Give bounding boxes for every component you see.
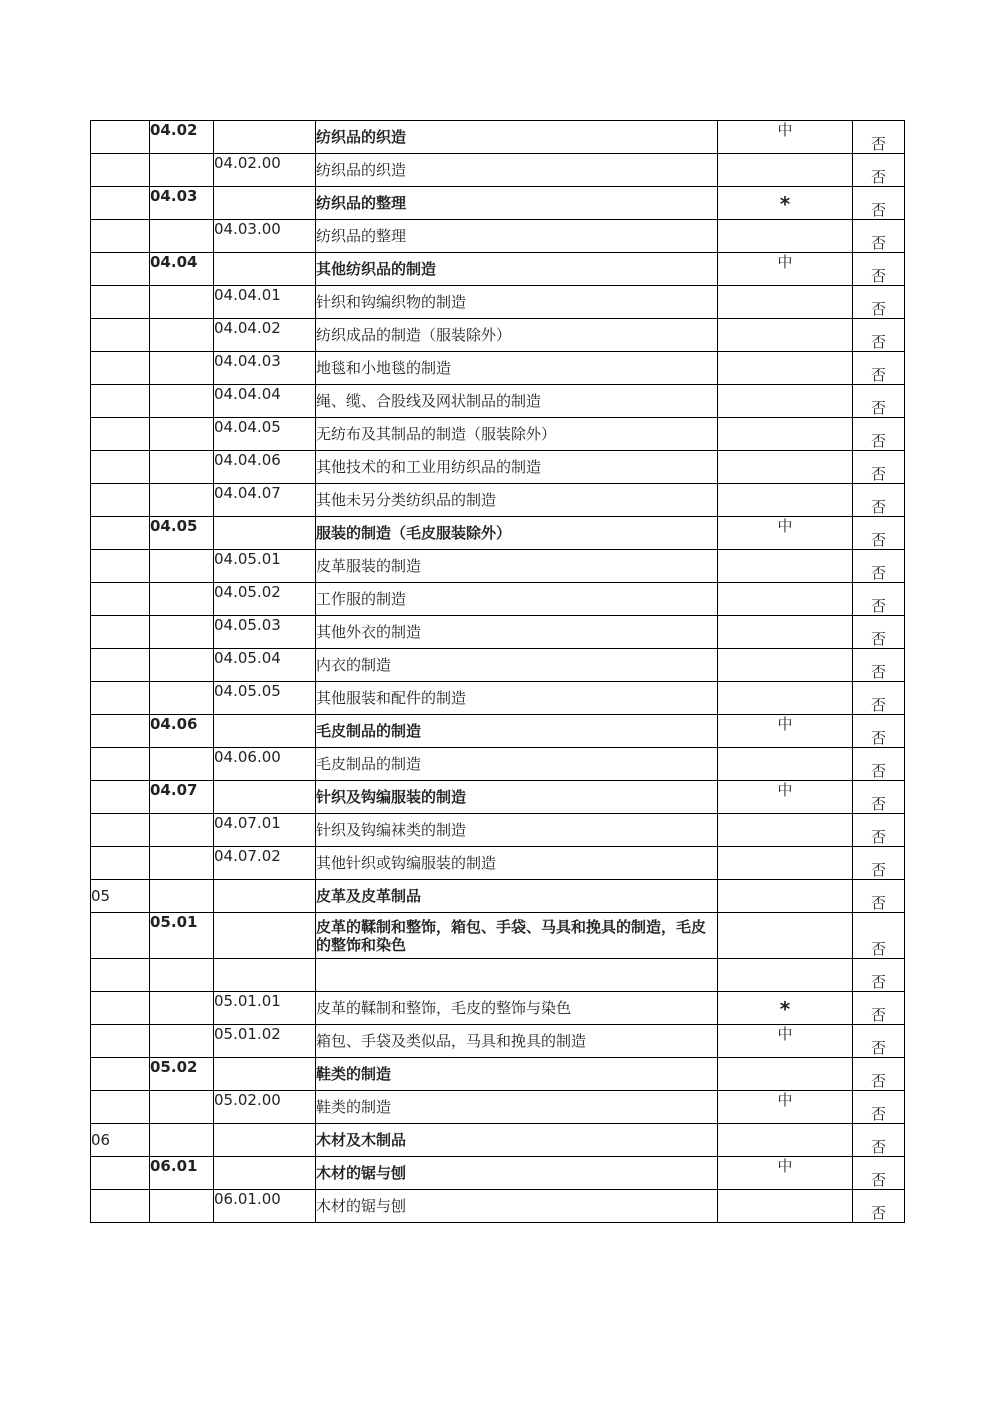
category-name-cell: 其他服装和配件的制造	[316, 682, 718, 715]
category-name-cell: 鞋类的制造	[316, 1091, 718, 1124]
flag-cell: 否	[853, 682, 905, 715]
risk-level-cell	[718, 682, 853, 715]
table-row	[91, 715, 905, 748]
table-row	[91, 1124, 905, 1157]
category-name-cell	[316, 959, 718, 992]
flag-cell: 否	[853, 913, 905, 959]
table-row	[91, 583, 905, 616]
class-code-cell: 05.02.00	[214, 1091, 316, 1124]
division-code-cell	[91, 1190, 150, 1223]
category-name-cell: 针织及钩编袜类的制造	[316, 814, 718, 847]
risk-level-cell	[718, 583, 853, 616]
class-code-cell	[214, 121, 316, 154]
group-code-cell	[150, 1091, 214, 1124]
risk-level-cell	[718, 748, 853, 781]
class-code-cell	[214, 781, 316, 814]
group-code-cell	[150, 649, 214, 682]
division-code-cell	[91, 616, 150, 649]
group-code-cell	[150, 352, 214, 385]
group-code-cell: 04.02	[150, 121, 214, 154]
table-row	[91, 959, 905, 992]
risk-level-cell	[718, 1190, 853, 1223]
group-code-cell	[150, 847, 214, 880]
table-row	[91, 880, 905, 913]
class-code-cell: 04.02.00	[214, 154, 316, 187]
group-code-cell	[150, 550, 214, 583]
risk-level-cell: *	[718, 187, 853, 220]
category-name-cell: 木材及木制品	[316, 1124, 718, 1157]
flag-cell: 否	[853, 154, 905, 187]
division-code-cell	[91, 715, 150, 748]
classification-table	[90, 120, 905, 1223]
category-name-cell: 其他外衣的制造	[316, 616, 718, 649]
division-code-cell	[91, 385, 150, 418]
table-row	[91, 1091, 905, 1124]
category-name-cell: 无纺布及其制品的制造（服装除外）	[316, 418, 718, 451]
group-code-cell	[150, 616, 214, 649]
risk-level-cell: *	[718, 992, 853, 1025]
table-row	[91, 121, 905, 154]
flag-cell: 否	[853, 880, 905, 913]
table-row	[91, 187, 905, 220]
group-code-cell	[150, 385, 214, 418]
table-row	[91, 418, 905, 451]
class-code-cell: 04.05.05	[214, 682, 316, 715]
flag-cell: 否	[853, 319, 905, 352]
risk-level-cell	[718, 814, 853, 847]
flag-cell: 否	[853, 649, 905, 682]
class-code-cell: 04.04.07	[214, 484, 316, 517]
category-name-cell: 地毯和小地毯的制造	[316, 352, 718, 385]
table-row	[91, 781, 905, 814]
class-code-cell: 04.04.04	[214, 385, 316, 418]
division-code-cell	[91, 583, 150, 616]
flag-cell: 否	[853, 253, 905, 286]
division-code-cell	[91, 253, 150, 286]
class-code-cell	[214, 715, 316, 748]
flag-cell: 否	[853, 1124, 905, 1157]
table-row	[91, 616, 905, 649]
risk-level-cell: 中	[718, 253, 853, 286]
table-row	[91, 550, 905, 583]
risk-level-cell	[718, 550, 853, 583]
table-row	[91, 682, 905, 715]
category-name-cell: 其他针织或钩编服装的制造	[316, 847, 718, 880]
class-code-cell	[214, 253, 316, 286]
table-row	[91, 253, 905, 286]
class-code-cell: 04.05.02	[214, 583, 316, 616]
flag-cell: 否	[853, 517, 905, 550]
flag-cell: 否	[853, 748, 905, 781]
category-name-cell: 服装的制造（毛皮服装除外）	[316, 517, 718, 550]
group-code-cell	[150, 880, 214, 913]
class-code-cell	[214, 517, 316, 550]
risk-level-cell: 中	[718, 121, 853, 154]
category-name-cell: 纺织品的织造	[316, 121, 718, 154]
table-row	[91, 649, 905, 682]
division-code-cell	[91, 352, 150, 385]
division-code-cell	[91, 781, 150, 814]
group-code-cell: 04.04	[150, 253, 214, 286]
division-code-cell	[91, 814, 150, 847]
class-code-cell	[214, 959, 316, 992]
risk-level-cell	[718, 418, 853, 451]
division-code-cell	[91, 154, 150, 187]
group-code-cell	[150, 1124, 214, 1157]
classification-table-body	[91, 121, 905, 1223]
division-code-cell	[91, 517, 150, 550]
class-code-cell: 04.04.03	[214, 352, 316, 385]
table-row	[91, 847, 905, 880]
category-name-cell: 内衣的制造	[316, 649, 718, 682]
division-code-cell	[91, 748, 150, 781]
table-row	[91, 484, 905, 517]
division-code-cell: 06	[91, 1124, 150, 1157]
division-code-cell	[91, 959, 150, 992]
risk-level-cell	[718, 385, 853, 418]
risk-level-cell	[718, 913, 853, 959]
division-code-cell	[91, 418, 150, 451]
risk-level-cell	[718, 1058, 853, 1091]
category-name-cell: 皮革的鞣制和整饰，箱包、手袋、马具和挽具的制造，毛皮的整饰和染色	[316, 913, 718, 959]
table-row	[91, 319, 905, 352]
flag-cell: 否	[853, 583, 905, 616]
table-row	[91, 1058, 905, 1091]
group-code-cell	[150, 682, 214, 715]
class-code-cell: 04.05.03	[214, 616, 316, 649]
table-row	[91, 814, 905, 847]
group-code-cell	[150, 583, 214, 616]
class-code-cell	[214, 1157, 316, 1190]
group-code-cell	[150, 484, 214, 517]
class-code-cell: 04.03.00	[214, 220, 316, 253]
class-code-cell: 04.05.04	[214, 649, 316, 682]
group-code-cell: 04.05	[150, 517, 214, 550]
group-code-cell	[150, 1025, 214, 1058]
flag-cell: 否	[853, 451, 905, 484]
class-code-cell: 04.04.06	[214, 451, 316, 484]
division-code-cell	[91, 1091, 150, 1124]
flag-cell: 否	[853, 1058, 905, 1091]
table-row	[91, 1025, 905, 1058]
category-name-cell: 纺织成品的制造（服装除外）	[316, 319, 718, 352]
class-code-cell: 04.05.01	[214, 550, 316, 583]
class-code-cell: 04.07.01	[214, 814, 316, 847]
risk-level-cell	[718, 649, 853, 682]
table-row	[91, 913, 905, 959]
category-name-cell: 木材的锯与刨	[316, 1190, 718, 1223]
risk-level-cell	[718, 352, 853, 385]
division-code-cell	[91, 682, 150, 715]
risk-level-cell	[718, 154, 853, 187]
flag-cell: 否	[853, 187, 905, 220]
flag-cell: 否	[853, 616, 905, 649]
flag-cell: 否	[853, 715, 905, 748]
category-name-cell: 箱包、手袋及类似品，马具和挽具的制造	[316, 1025, 718, 1058]
category-name-cell: 其他未另分类纺织品的制造	[316, 484, 718, 517]
table-row	[91, 220, 905, 253]
risk-level-cell	[718, 319, 853, 352]
division-code-cell	[91, 913, 150, 959]
category-name-cell: 针织和钩编织物的制造	[316, 286, 718, 319]
flag-cell: 否	[853, 286, 905, 319]
flag-cell: 否	[853, 418, 905, 451]
table-row	[91, 385, 905, 418]
class-code-cell	[214, 880, 316, 913]
risk-level-cell	[718, 959, 853, 992]
category-name-cell: 毛皮制品的制造	[316, 715, 718, 748]
risk-level-cell: 中	[718, 781, 853, 814]
group-code-cell	[150, 418, 214, 451]
category-name-cell: 纺织品的整理	[316, 220, 718, 253]
group-code-cell	[150, 992, 214, 1025]
table-row	[91, 748, 905, 781]
table-row	[91, 352, 905, 385]
class-code-cell: 04.04.01	[214, 286, 316, 319]
table-row	[91, 286, 905, 319]
group-code-cell	[150, 220, 214, 253]
risk-level-cell	[718, 616, 853, 649]
risk-level-cell	[718, 847, 853, 880]
group-code-cell: 05.01	[150, 913, 214, 959]
category-name-cell: 皮革服装的制造	[316, 550, 718, 583]
division-code-cell	[91, 1157, 150, 1190]
class-code-cell	[214, 913, 316, 959]
flag-cell: 否	[853, 1157, 905, 1190]
flag-cell: 否	[853, 959, 905, 992]
group-code-cell: 04.07	[150, 781, 214, 814]
risk-level-cell	[718, 880, 853, 913]
category-name-cell: 针织及钩编服装的制造	[316, 781, 718, 814]
group-code-cell	[150, 1190, 214, 1223]
risk-level-cell: 中	[718, 1157, 853, 1190]
risk-level-cell: 中	[718, 1025, 853, 1058]
division-code-cell	[91, 286, 150, 319]
risk-level-cell: 中	[718, 1091, 853, 1124]
group-code-cell: 06.01	[150, 1157, 214, 1190]
group-code-cell	[150, 154, 214, 187]
flag-cell: 否	[853, 781, 905, 814]
class-code-cell: 05.01.02	[214, 1025, 316, 1058]
category-name-cell: 木材的锯与刨	[316, 1157, 718, 1190]
class-code-cell	[214, 1058, 316, 1091]
division-code-cell	[91, 121, 150, 154]
division-code-cell	[91, 1058, 150, 1091]
division-code-cell	[91, 484, 150, 517]
group-code-cell: 05.02	[150, 1058, 214, 1091]
category-name-cell: 鞋类的制造	[316, 1058, 718, 1091]
division-code-cell	[91, 451, 150, 484]
flag-cell: 否	[853, 385, 905, 418]
category-name-cell: 其他纺织品的制造	[316, 253, 718, 286]
table-row	[91, 992, 905, 1025]
table-row	[91, 1157, 905, 1190]
flag-cell: 否	[853, 992, 905, 1025]
group-code-cell: 04.06	[150, 715, 214, 748]
flag-cell: 否	[853, 352, 905, 385]
group-code-cell	[150, 451, 214, 484]
table-row	[91, 517, 905, 550]
class-code-cell: 04.04.05	[214, 418, 316, 451]
division-code-cell	[91, 319, 150, 352]
group-code-cell	[150, 959, 214, 992]
risk-level-cell	[718, 220, 853, 253]
risk-level-cell: 中	[718, 517, 853, 550]
category-name-cell: 皮革的鞣制和整饰，毛皮的整饰与染色	[316, 992, 718, 1025]
division-code-cell	[91, 1025, 150, 1058]
division-code-cell	[91, 550, 150, 583]
flag-cell: 否	[853, 1091, 905, 1124]
division-code-cell: 05	[91, 880, 150, 913]
risk-level-cell	[718, 1124, 853, 1157]
division-code-cell	[91, 649, 150, 682]
division-code-cell	[91, 187, 150, 220]
flag-cell: 否	[853, 121, 905, 154]
category-name-cell: 毛皮制品的制造	[316, 748, 718, 781]
flag-cell: 否	[853, 550, 905, 583]
class-code-cell	[214, 1124, 316, 1157]
flag-cell: 否	[853, 220, 905, 253]
class-code-cell	[214, 187, 316, 220]
class-code-cell: 04.06.00	[214, 748, 316, 781]
risk-level-cell	[718, 286, 853, 319]
table-row	[91, 154, 905, 187]
flag-cell: 否	[853, 1025, 905, 1058]
category-name-cell: 皮革及皮革制品	[316, 880, 718, 913]
group-code-cell	[150, 814, 214, 847]
flag-cell: 否	[853, 847, 905, 880]
category-name-cell: 其他技术的和工业用纺织品的制造	[316, 451, 718, 484]
category-name-cell: 工作服的制造	[316, 583, 718, 616]
risk-level-cell	[718, 451, 853, 484]
group-code-cell	[150, 319, 214, 352]
class-code-cell: 06.01.00	[214, 1190, 316, 1223]
table-row	[91, 1190, 905, 1223]
category-name-cell: 绳、缆、合股线及网状制品的制造	[316, 385, 718, 418]
class-code-cell: 04.04.02	[214, 319, 316, 352]
class-code-cell: 05.01.01	[214, 992, 316, 1025]
group-code-cell	[150, 286, 214, 319]
flag-cell: 否	[853, 1190, 905, 1223]
category-name-cell: 纺织品的织造	[316, 154, 718, 187]
flag-cell: 否	[853, 484, 905, 517]
division-code-cell	[91, 847, 150, 880]
risk-level-cell: 中	[718, 715, 853, 748]
category-name-cell: 纺织品的整理	[316, 187, 718, 220]
class-code-cell: 04.07.02	[214, 847, 316, 880]
table-row	[91, 451, 905, 484]
risk-level-cell	[718, 484, 853, 517]
flag-cell: 否	[853, 814, 905, 847]
division-code-cell	[91, 992, 150, 1025]
group-code-cell: 04.03	[150, 187, 214, 220]
division-code-cell	[91, 220, 150, 253]
group-code-cell	[150, 748, 214, 781]
